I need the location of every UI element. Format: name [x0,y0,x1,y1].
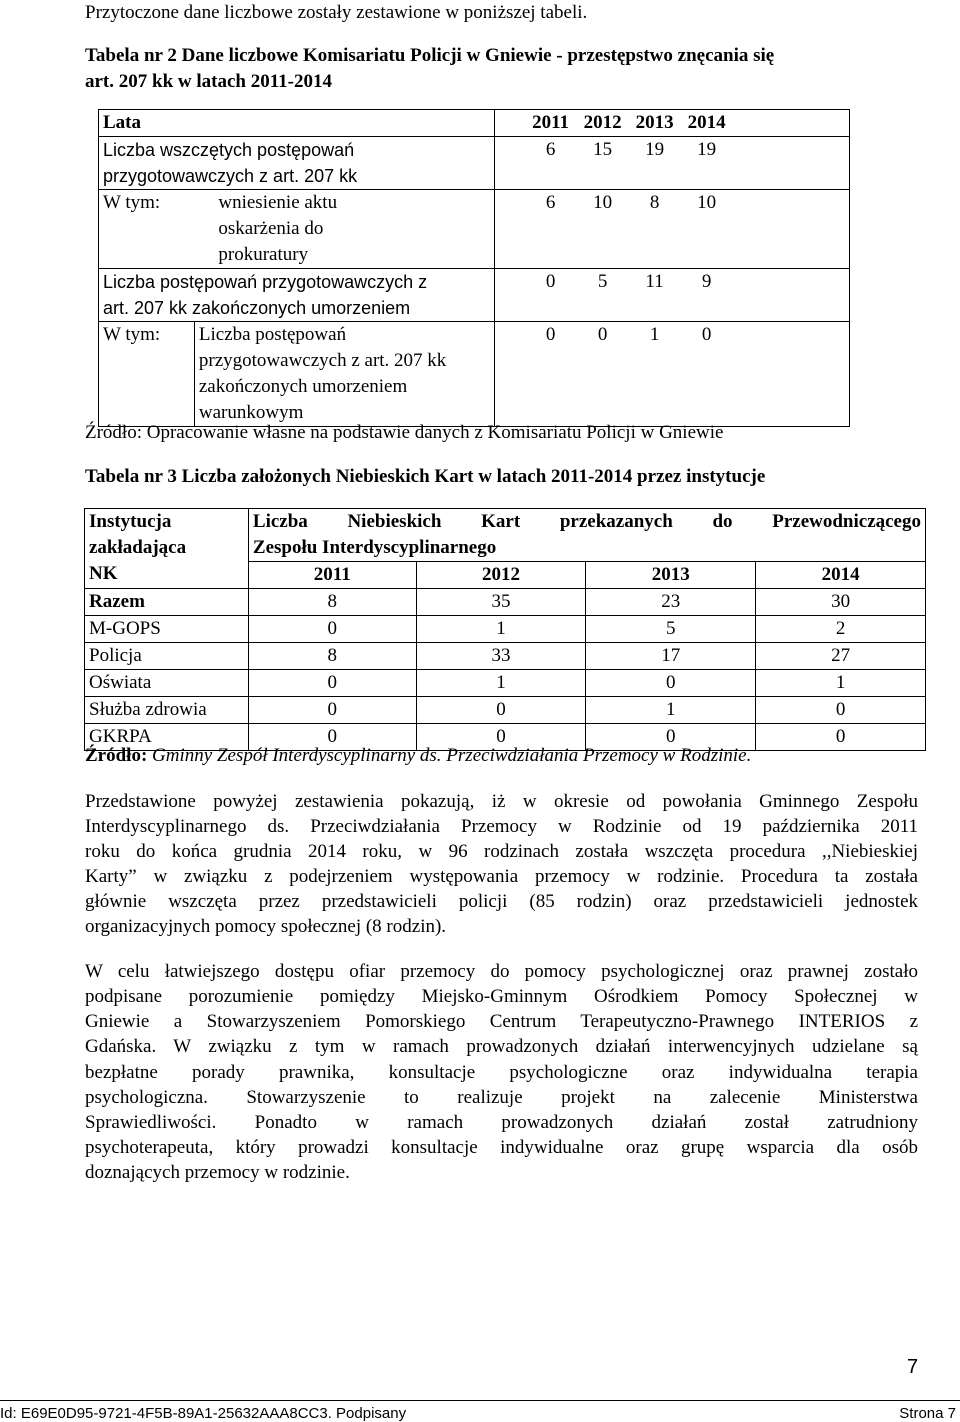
table2-label-line: Liczba postępowań przygotowawczych z [103,272,428,292]
table2-value: 0 [545,324,556,345]
table3-value: 0 [248,670,416,697]
table3-institution: Razem [85,589,249,616]
table2-value: 10 [593,192,613,213]
table2-source: Źródło: Opracowanie własne na podstawie danych z Komisariatu Policji w Gniewie [85,422,724,443]
table3-year: 2011 [248,562,416,589]
table2-row-prefix: W tym: [99,190,195,269]
table3-value: 8 [248,643,416,670]
intro-text: Przytoczone dane liczbowe zostały zestawione w poniższej tabeli. [85,2,588,23]
paragraph-line: Przedstawione powyżej zestawienia pokazują, iż w okresie od powołania Gminnego Zespołu [85,791,918,812]
table3-source-text: Gminny Zespół Interdyscyplinarny ds. Przeciwdziałania Przemocy w Rodzinie. [152,745,752,766]
table2-year-cells [494,110,849,137]
table2-label-line: art. 207 kk zakończonych umorzeniem [103,298,411,318]
table3-value: 0 [586,670,756,697]
table3-value: 27 [756,643,926,670]
paragraph-line: Karty” w związku z podejrzeniem występowania przemocy w rodzinie. Procedura ta została [85,866,918,887]
table2-row-label [99,137,495,190]
table2-header-label: Lata [99,110,495,137]
table3-value: 35 [416,589,586,616]
table2-label-line: Liczba postępowań [198,324,347,345]
table3-span-header-line: Zespołu Interdyscyplinarnego [252,537,497,558]
table3-value: 0 [586,724,756,751]
table3-value: 0 [248,616,416,643]
table2-value: 6 [545,192,556,213]
table2-value: 15 [593,139,613,160]
table3-value: 1 [586,697,756,724]
table3-institution: Oświata [85,670,249,697]
table2-year: 2012 [583,112,622,133]
table2-row-label [194,322,494,427]
paragraph-line: W celu łatwiejszego dostępu ofiar przemocy do pomocy psychologicznej oraz prawnej zostało [85,961,918,982]
table3-value: 2 [756,616,926,643]
table3-value: 0 [416,724,586,751]
table2-row-values [494,322,849,427]
page-number: 7 [907,1356,919,1378]
paragraph-line: psychoterapeuta, który prowadzi konsultacje indywidualne oraz grupę wsparcia dla osób [85,1137,918,1158]
table2-row-values [494,190,849,269]
paragraph-line: Gniewie a Stowarzyszeniem Pomorskiego Centrum Terapeutyczno-Prawnego INTERIOS z [85,1011,918,1032]
table3-value: 0 [756,724,926,751]
table3-institution: Policja [85,643,249,670]
table3-value: 30 [756,589,926,616]
table2-row [99,137,850,190]
table3-value: 0 [416,697,586,724]
paragraph-line: Sprawiedliwości. Ponadto w ramach prowadzonych działań został zatrudniony [85,1112,918,1133]
table2-label-line: warunkowym [198,402,304,423]
footer-page-text: Strona 7 [899,1405,956,1422]
table3-value: 5 [586,616,756,643]
table2-label-line: przygotowawczych z art. 207 kk [198,350,447,371]
table2-value: 8 [649,192,660,213]
table2-value: 6 [545,139,556,160]
table2-value: 0 [545,271,556,292]
paragraph-line: głównie wszczęta przez przedstawicieli policji (85 rodzin) oraz przedstawicieli jednostek [85,891,918,912]
table3-value: 23 [586,589,756,616]
table2-label-line: zakończonych umorzeniem [198,376,408,397]
table3-value: 0 [756,697,926,724]
table3-value: 8 [248,589,416,616]
footer-divider [0,1400,960,1401]
table2-value: 11 [645,271,664,292]
table2-title-line2: art. 207 kk w latach 2011-2014 [85,71,332,92]
paragraph-line: organizacyjnych pomocy społecznej (8 rodzin). [85,916,447,937]
table3-span-header-line: Liczba Niebieskich Kart przekazanych do Przewodniczącego [252,511,921,532]
table3-header-row [85,509,926,562]
table3-year: 2013 [586,562,756,589]
table2-label-line: Liczba wszczętych postępowań [103,140,355,160]
table3-value: 1 [416,616,586,643]
table2 [98,109,850,427]
paragraph-line: psychologiczna. Stowarzyszenie to realizuje projekt na zalecenie Ministerstwa [85,1087,918,1108]
table3-value: 0 [248,697,416,724]
table3-value: 0 [248,724,416,751]
table2-header-row [99,110,850,137]
table2-value: 19 [697,139,717,160]
paragraph-line: bezpłatne porady prawnika, konsultacje psychologiczne oraz indywidualna terapia [85,1062,918,1083]
table3-value: 33 [416,643,586,670]
table2-row-values [494,269,849,322]
table3-value: 17 [586,643,756,670]
table2-row [99,322,850,427]
table3-title: Tabela nr 3 Liczba założonych Niebieskich Kart w latach 2011-2014 przez instytucje [85,466,766,487]
table2-row-label [99,269,495,322]
paragraph-line: doznających przemocy w rodzinie. [85,1162,350,1183]
paragraph-line: Gdańska. W związku z tym w ramach prowadzonych działań interwencyjnych udzielane są [85,1036,918,1057]
table2-row [99,269,850,322]
table3-row [85,616,926,643]
table2-year: 2013 [635,112,674,133]
table3-source-label: Źródło: [85,745,148,766]
table2-label-line: oskarżenia do [218,218,324,239]
paragraph-line: roku do końca grudnia 2014 roku, w 96 rodzinach została wszczęta procedura ,,Niebieskiej [85,841,918,862]
table3-institution: GKRPA [85,724,249,751]
table3-span-header [248,509,925,562]
table3-col1-header-line: NK [89,563,118,584]
table2-year: 2011 [532,112,570,133]
table3-institution: M-GOPS [85,616,249,643]
table3-row [85,589,926,616]
table2-row [99,190,850,269]
table2-label-line: prokuratury [218,244,309,265]
table3-row [85,643,926,670]
table2-label-line: wniesienie aktu [218,192,338,213]
table3-year: 2014 [756,562,926,589]
table2-value: 1 [649,324,660,345]
table3-col1-header [85,509,249,589]
table3-row [85,670,926,697]
table2-row-label [194,190,494,269]
paragraph-line: Interdyscyplinarnego ds. Przeciwdziałania Przemocy w Rodzinie od 19 października 2011 [85,816,918,837]
table3-institution: Służba zdrowia [85,697,249,724]
table2-value: 0 [701,324,712,345]
table3-value: 1 [756,670,926,697]
table2-row-prefix: W tym: [99,322,195,427]
table2-value: 10 [697,192,717,213]
table3-value: 1 [416,670,586,697]
footer-id-text: Id: E69E0D95-9721-4F5B-89A1-25632AAA8CC3. Podpisany [0,1405,407,1422]
table3-source [85,745,751,767]
paragraph-line: podpisane porozumienie pomiędzy Miejsko-Gminnym Ośrodkiem Pomocy Społecznej w [85,986,918,1007]
table3-year: 2012 [416,562,586,589]
table2-year: 2014 [687,112,726,133]
table2-value: 19 [645,139,665,160]
table2-title-line1: Tabela nr 2 Dane liczbowe Komisariatu Policji w Gniewie - przestępstwo znęcania się [85,45,775,66]
table3-col1-header-line: zakładająca [89,537,187,558]
table2-value: 0 [597,324,608,345]
table2-value: 9 [701,271,712,292]
table3 [84,508,926,751]
table2-row-values [494,137,849,190]
table3-row [85,697,926,724]
table3-col1-header-line: Instytucja [89,511,172,532]
table2-label-line: przygotowawczych z art. 207 kk [103,166,358,186]
table2-value: 5 [597,271,608,292]
